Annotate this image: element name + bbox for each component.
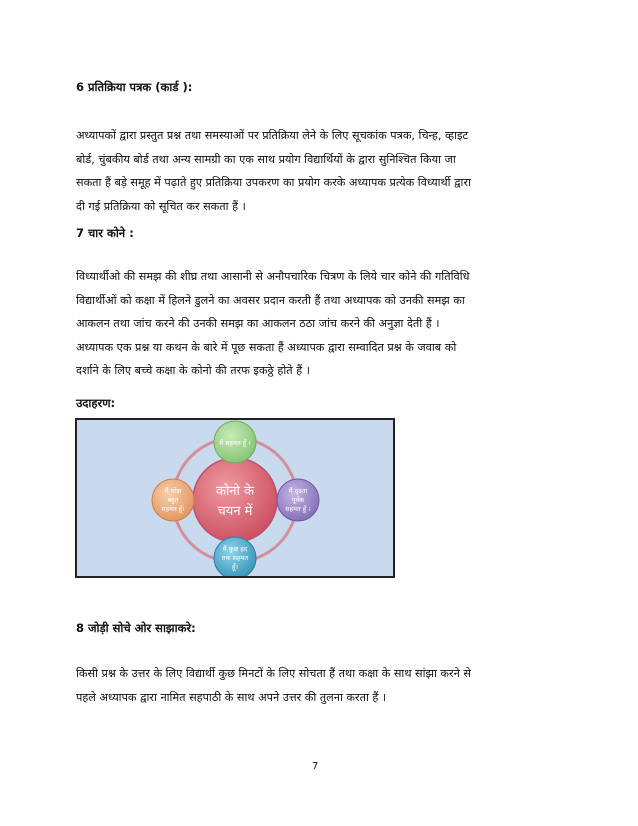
left-label-line: सहमत हूँ। bbox=[161, 505, 185, 513]
section-8-heading: 8 जोड़ी सोचे ओर साझाकरे: bbox=[76, 621, 196, 635]
right-label-line: सहमत हूँ । bbox=[285, 505, 311, 513]
bottom-label-line: तक सहमत bbox=[221, 554, 249, 562]
right-label-line: पूर्वक bbox=[291, 496, 305, 504]
section-7-line: अध्यापक एक प्रश्न या कथन के बारे में पूछ सकता हैं अध्यापक द्वारा सम्वादित प्रश्न के जवाब को bbox=[76, 340, 457, 354]
section-6-heading: 6 प्रतिक्रिया पत्रक (कार्ड ): bbox=[76, 80, 193, 94]
section-8-line: पहले अध्यापक द्वारा नामित सहपाठी के साथ अपने उत्तर की तुलना करता हैं । bbox=[76, 690, 387, 704]
left-label-line: बहुत bbox=[167, 496, 179, 504]
top-label-line: मैं सहमत हूँ । bbox=[219, 439, 251, 447]
example-label: उदाहरण: bbox=[76, 396, 116, 410]
section-7-line: आकलन तथा जांच करने की उनकी समझ का आकलन ठठा जांच करने की अनुज्ञा देती हैं । bbox=[76, 317, 440, 330]
left-label-line: मैं थोड़ा bbox=[164, 487, 182, 495]
section-6-line: सकता हैं बड़े समूह में पढ़ाते हुए प्रतिक्रिया उपकरण का प्रयोग करके अध्यापक प्रत्येक विध्यार्थी द्वारा bbox=[76, 176, 471, 189]
right-label-line: मैं दृढता bbox=[288, 487, 308, 495]
bottom-label-line: मैं कुछ हद bbox=[222, 545, 248, 553]
section-8-paragraph bbox=[76, 662, 566, 709]
section-6-line: अध्यापकों द्वारा प्रस्तुत प्रश्न तथा समस्याओं पर प्रतिक्रिया लेने के लिए सूचकांक पत्रक, चिन्ह, व्हाइट bbox=[76, 129, 469, 142]
section-7-heading: 7 चार कोने : bbox=[76, 226, 134, 240]
section-7-paragraph bbox=[76, 265, 566, 383]
diagram-canvas bbox=[77, 420, 393, 576]
section-7-line: दर्शाने के लिए बच्चे कक्षा के कोनो की तरफ इकठ्ठे होते हैं । bbox=[76, 364, 310, 377]
bottom-label-line: हूँ। bbox=[232, 563, 238, 571]
center-label-line: कोनो के bbox=[215, 484, 255, 499]
page-number: 7 bbox=[312, 761, 319, 772]
section-6-paragraph bbox=[76, 124, 566, 218]
center-circle bbox=[193, 458, 277, 542]
section-8-line: किसी प्रश्न के उत्तर के लिए विद्यार्थी कुछ मिनटों के लिए सोचता हैं तथा कक्षा के साथ सांझा करने से bbox=[76, 667, 471, 680]
section-6-line: बोर्ड, चुंबकीय बोर्ड तथा अन्य सामग्री का एक साथ प्रयोग विद्यार्थियों के द्वारा सुनिश्चित किया जा bbox=[76, 152, 456, 166]
section-6-line: दी गई प्रतिक्रिया को सूचित कर सकता हैं । bbox=[76, 199, 246, 213]
section-7-line: विध्यार्थीओ की समझ की शीघ्र तथा आसानी से अनौपचारिक चित्रण के लिये चार कोने की गतिविधि bbox=[76, 270, 470, 283]
section-7-line: विद्यार्थीओं को कक्षा में हिलने डुलने का अवसर प्रदान करती हैं तथा अध्यापक को उनकी समझ का bbox=[76, 293, 465, 307]
four-corners-diagram bbox=[75, 418, 395, 578]
center-label-line: चयन में bbox=[217, 504, 253, 519]
